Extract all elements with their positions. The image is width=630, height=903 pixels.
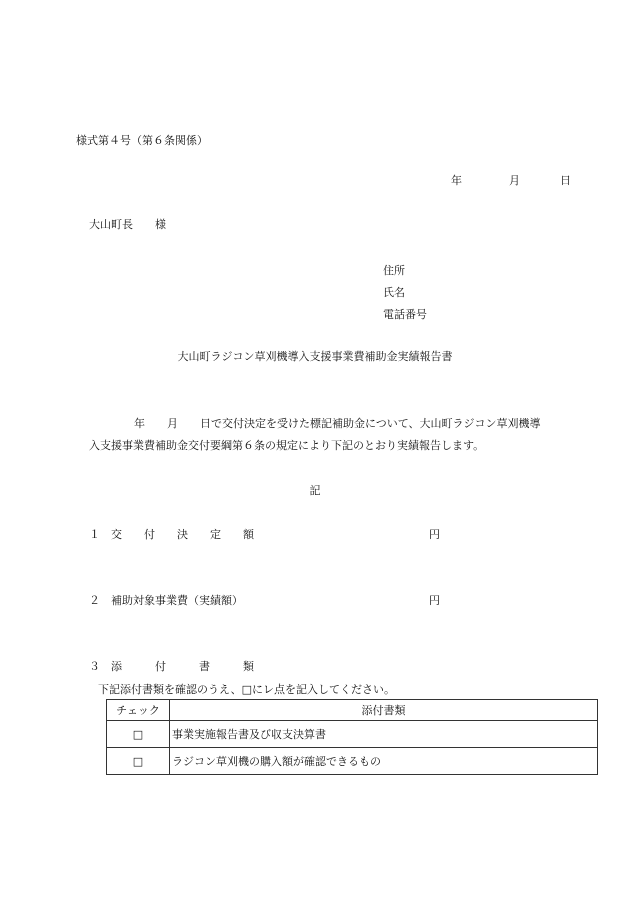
addressee xyxy=(89,216,166,232)
body-text xyxy=(89,413,559,457)
item-label: 補助対象事業費（実績額） xyxy=(111,594,243,607)
table-row xyxy=(107,721,598,748)
document-name: ラジコン草刈機の購入額が確認できるもの xyxy=(170,748,598,775)
header-check: チェック xyxy=(107,700,170,721)
addressee-name: 大山町長 xyxy=(89,218,133,231)
checkbox[interactable]: □ xyxy=(107,721,170,748)
address-label: 住所 xyxy=(383,264,405,277)
item-label: 添 付 書 類 xyxy=(111,660,254,673)
date-month-label: 月 xyxy=(509,174,520,187)
instruction-text: 下記添付書類を確認のうえ、□にレ点を記入してください。 xyxy=(98,683,396,696)
attachment-table xyxy=(106,699,598,775)
item-label: 交 付 決 定 額 xyxy=(111,528,254,541)
item-attachments xyxy=(89,658,254,674)
item-number: ３ xyxy=(89,660,100,673)
ki-heading: 記 xyxy=(309,484,321,497)
checkbox[interactable]: □ xyxy=(107,748,170,775)
date-day-label: 日 xyxy=(560,174,571,187)
yen-unit: 円 xyxy=(429,594,440,607)
body-line2: 入支援事業費補助金交付要綱第６条の規定により下記のとおり実績報告します。 xyxy=(89,439,485,452)
item-number: ２ xyxy=(89,594,100,607)
applicant-block xyxy=(383,260,427,326)
addressee-honorific: 様 xyxy=(155,218,166,231)
table-row xyxy=(107,748,598,775)
item-grant-amount xyxy=(89,526,440,542)
document-name: 事業実施報告書及び収支決算書 xyxy=(170,721,598,748)
table-header-row xyxy=(107,700,598,721)
yen-unit: 円 xyxy=(429,528,440,541)
document-title: 大山町ラジコン草刈機導入支援事業費補助金実績報告書 xyxy=(177,350,453,363)
body-month: 月 xyxy=(167,417,178,430)
date-year-label: 年 xyxy=(451,174,462,187)
date-line xyxy=(451,172,571,188)
name-label: 氏名 xyxy=(383,286,405,299)
item-project-cost xyxy=(89,592,440,608)
phone-label: 電話番号 xyxy=(383,308,427,321)
body-year: 年 xyxy=(134,417,145,430)
form-number: 様式第４号（第６条関係） xyxy=(76,134,208,147)
item-number: １ xyxy=(89,528,100,541)
body-line1: 日で交付決定を受けた標記補助金について、大山町ラジコン草刈機導 xyxy=(200,417,541,430)
header-documents: 添付書類 xyxy=(170,700,598,721)
